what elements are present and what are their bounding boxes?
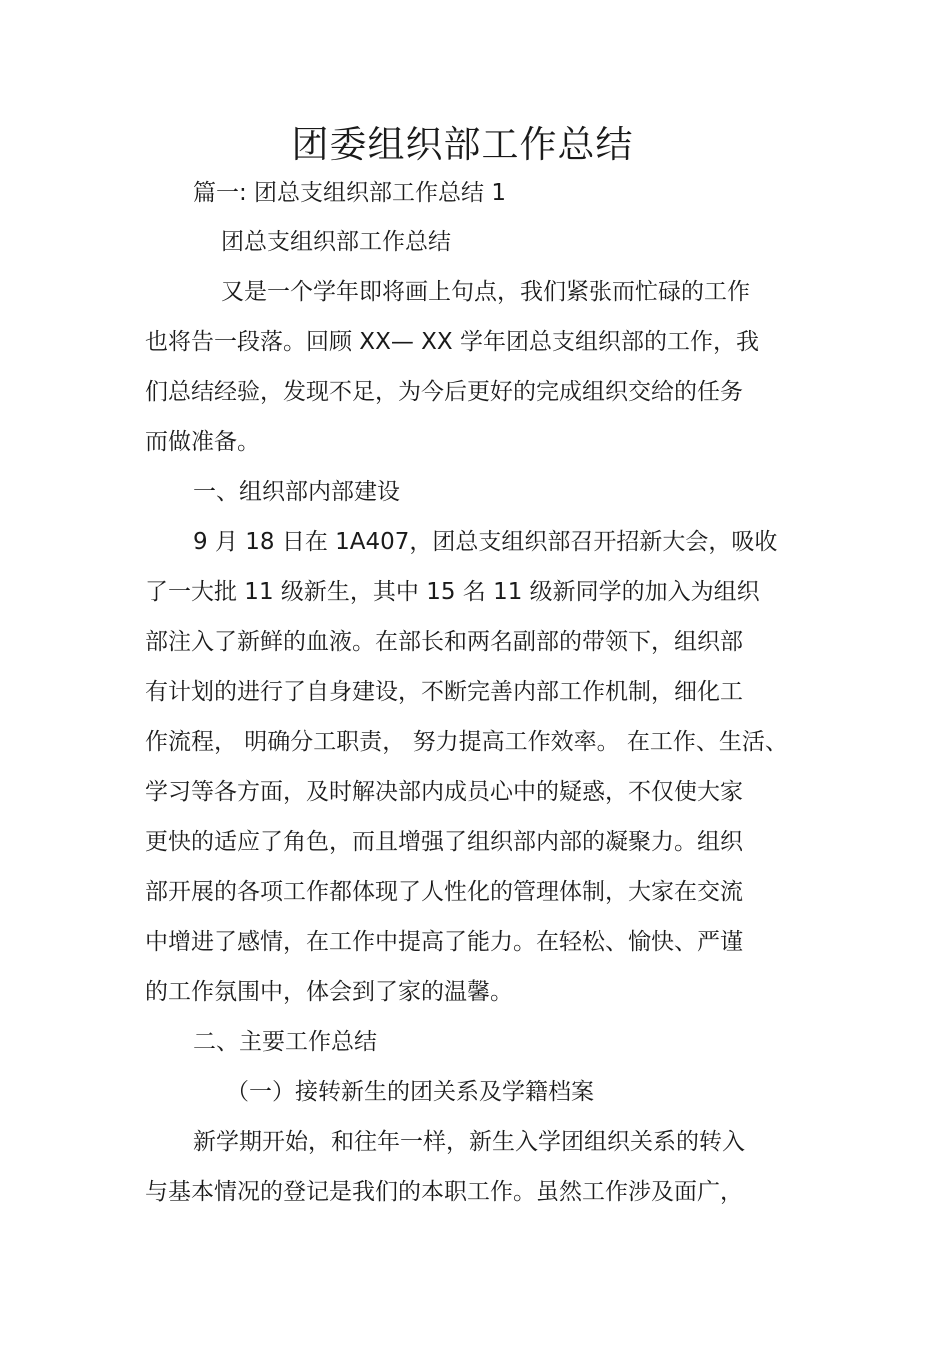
paragraph-line: 部开展的各项工作都体现了人性化的管理体制，大家在交流 (145, 879, 743, 905)
paragraph-line: 又是一个学年即将画上句点，我们紧张而忙碌的工作 (221, 279, 750, 305)
paragraph-line: 更快的适应了角色，而且增强了组织部内部的凝聚力。组织 (145, 829, 743, 855)
subsection-heading-1: （一）接转新生的团关系及学籍档案 (226, 1079, 594, 1105)
paragraph-line: 部注入了新鲜的血液。在部长和两名副部的带领下，组织部 (145, 629, 743, 655)
paragraph-line: 了一大批 11 级新生，其中 15 名 11 级新同学的加入为组织 (145, 579, 760, 605)
paragraph-line: 而做准备。 (145, 429, 260, 455)
paragraph-line: 有计划的进行了自身建设，不断完善内部工作机制，细化工 (145, 679, 743, 705)
paragraph-line: 中增进了感情，在工作中提高了能力。在轻松、愉快、严谨 (145, 929, 743, 955)
paragraph-line: 作流程， 明确分工职责， 努力提高工作效率。 在工作、生活、 (145, 729, 788, 755)
subtitle: 团总支组织部工作总结 (221, 229, 451, 255)
paragraph-line: 学习等各方面，及时解决部内成员心中的疑惑，不仅使大家 (145, 779, 743, 805)
paragraph-line: 的工作氛围中，体会到了家的温馨。 (145, 979, 513, 1005)
document-title: 团委组织部工作总结 (291, 123, 634, 166)
paragraph-line: 们总结经验，发现不足，为今后更好的完成组织交给的任务 (145, 379, 743, 405)
section-heading-2: 二、主要工作总结 (193, 1029, 377, 1055)
section-heading-part-one: 篇一: 团总支组织部工作总结 1 (193, 180, 507, 206)
paragraph-line: 9 月 18 日在 1A407，团总支组织部召开招新大会，吸收 (193, 529, 778, 555)
paragraph-line: 新学期开始，和往年一样，新生入学团组织关系的转入 (193, 1129, 745, 1155)
paragraph-line: 也将告一段落。回顾 XX— XX 学年团总支组织部的工作，我 (145, 329, 759, 355)
paragraph-line: 与基本情况的登记是我们的本职工作。虽然工作涉及面广， (145, 1179, 743, 1205)
section-heading-1: 一、组织部内部建设 (193, 479, 400, 505)
